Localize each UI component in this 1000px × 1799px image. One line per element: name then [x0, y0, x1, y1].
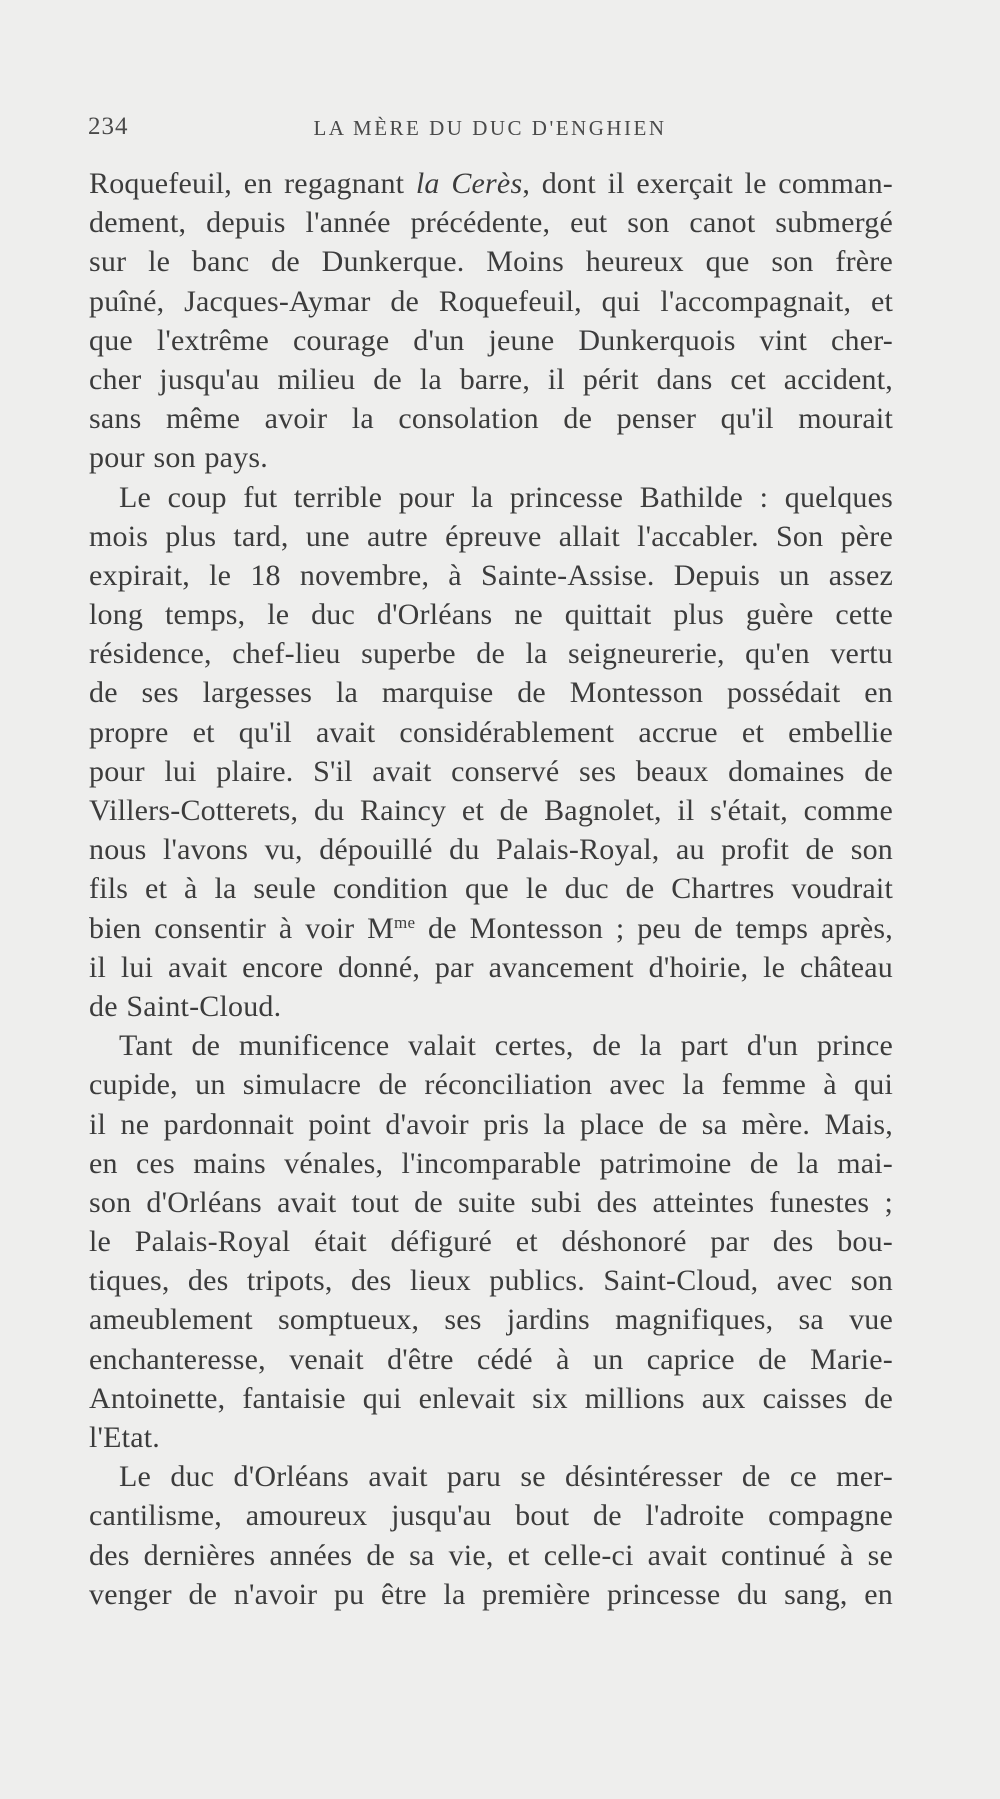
- text-line: cantilisme, amoureux jusqu'au bout de l'adroite compagne: [89, 1499, 893, 1533]
- abbreviation-superscript: me: [394, 912, 416, 932]
- text-line: long temps, le duc d'Orléans ne quittait plus guère cette: [89, 598, 893, 632]
- text-line: pour son pays.: [89, 441, 268, 475]
- paragraph-start-line: Le duc d'Orléans avait paru se désintéresser de ce mer-: [119, 1460, 893, 1494]
- text-line: en ces mains vénales, l'incomparable patrimoine de la mai-: [89, 1146, 893, 1180]
- text-line: tiques, des tripots, des lieux publics. Saint-Cloud, avec son: [89, 1264, 893, 1298]
- page-number: 234: [88, 113, 129, 140]
- text-line: puîné, Jacques-Aymar de Roquefeuil, qui l'accompagnait, et: [89, 284, 893, 318]
- text-line: résidence, chef-lieu superbe de la seigneurerie, qu'en vertu: [89, 637, 893, 671]
- text-line: il lui avait encore donné, par avancement d'hoirie, le château: [89, 950, 893, 984]
- text-line: Villers-Cotterets, du Raincy et de Bagnolet, il s'était, comme: [89, 794, 893, 827]
- text-line: cupide, un simulacre de réconciliation avec la femme à qui: [89, 1068, 893, 1102]
- body-text: [89, 164, 893, 1614]
- text-line: enchanteresse, venait d'être cédé à un caprice de Marie-: [89, 1342, 893, 1376]
- running-title: LA MÈRE DU DUC D'ENGHIEN: [313, 116, 667, 140]
- text-line: venger de n'avoir pu être la première princesse du sang, en: [89, 1577, 893, 1611]
- text-line: dement, depuis l'année précédente, eut son canot submergé: [89, 206, 893, 240]
- text-line: son d'Orléans avait tout de suite subi des atteintes funestes ;: [89, 1185, 893, 1219]
- text-line: cher jusqu'au milieu de la barre, il périt dans cet accident,: [89, 362, 893, 396]
- text-line: ameublement somptueux, ses jardins magnifiques, sa vue: [89, 1303, 893, 1337]
- text-line: sans même avoir la consolation de penser qu'il mourait: [89, 402, 893, 436]
- text-line: Roquefeuil, en regagnant la Cerès, dont il exerçait le comman-: [89, 167, 893, 200]
- text-line: Antoinette, fantaisie qui enlevait six millions aux caisses de: [89, 1381, 893, 1415]
- text-line: de ses largesses la marquise de Montesson possédait en: [89, 676, 893, 710]
- text-line: de Saint-Cloud.: [89, 989, 282, 1023]
- paragraph-start-line: Tant de munificence valait certes, de la part d'un prince: [119, 1029, 893, 1063]
- text-line: expirait, le 18 novembre, à Sainte-Assise. Depuis un assez: [89, 558, 893, 592]
- text-line: pour lui plaire. S'il avait conservé ses beaux domaines de: [89, 754, 893, 788]
- running-head: [88, 113, 892, 143]
- ship-name: la Cerès: [415, 167, 523, 200]
- text-line: il ne pardonnait point d'avoir pris la place de sa mère. Mais,: [89, 1107, 893, 1141]
- text-line: mois plus tard, une autre épreuve allait l'accabler. Son père: [89, 519, 893, 553]
- text-line: fils et à la seule condition que le duc de Chartres voudrait: [89, 872, 893, 906]
- text-line: propre et qu'il avait considérablement accrue et embellie: [89, 715, 893, 749]
- paragraph-start-line: Le coup fut terrible pour la princesse Bathilde : quelques: [119, 480, 893, 514]
- text-line: l'Etat.: [89, 1421, 160, 1454]
- text-line: nous l'avons vu, dépouillé du Palais-Royal, au profit de son: [89, 833, 893, 867]
- text-line: des dernières années de sa vie, et celle-ci avait continué à se: [89, 1538, 893, 1572]
- text-line: que l'extrême courage d'un jeune Dunkerquois vint cher-: [89, 323, 893, 357]
- text-line: sur le banc de Dunkerque. Moins heureux que son frère: [89, 245, 893, 279]
- text-line: bien consentir à voir $M^{me}$ de Montesson ; peu de temps après,: [89, 911, 893, 945]
- text-line: le Palais-Royal était défiguré et déshonoré par des bou-: [89, 1225, 893, 1259]
